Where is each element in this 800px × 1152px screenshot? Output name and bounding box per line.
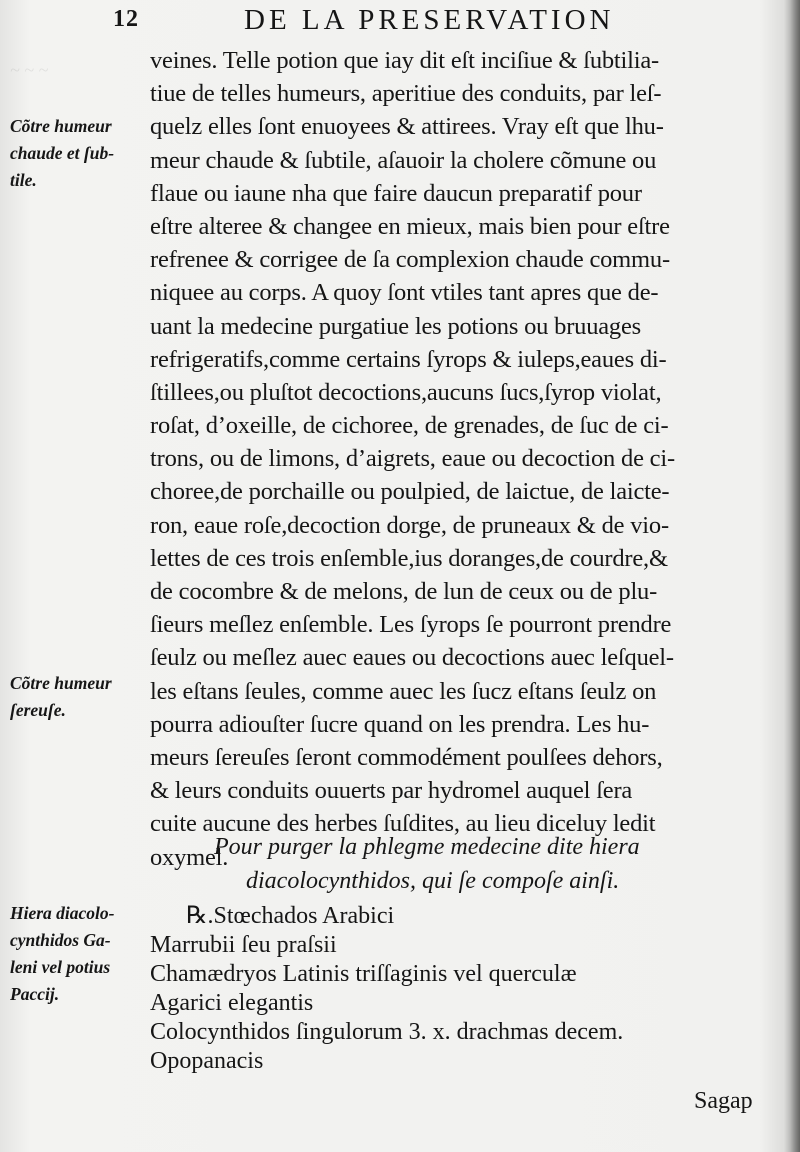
body-line: quelz elles ſont enuoyees & attirees. Vray eſt que lhu- xyxy=(150,113,664,141)
body-line: ſeulz ou meſlez auec eaues ou decoctions auec leſquel- xyxy=(150,644,674,672)
recipe-list xyxy=(150,902,760,1076)
margin-note-line: tile. xyxy=(10,170,37,190)
body-line: de cocombre & de melons, de lun de ceux ou de plu- xyxy=(150,578,658,605)
body-line: & leurs conduits ouuerts par hydromel auquel ſera xyxy=(150,777,633,805)
body-line: tiue de telles humeurs, aperitiue des conduits, par leſ- xyxy=(150,80,662,108)
recipe-line: Agarici elegantis xyxy=(150,990,314,1016)
body-line: refrenee & corrigee de ſa complexion chaude commu- xyxy=(150,246,670,274)
margin-note-line: leni vel potius xyxy=(10,957,111,977)
margin-note xyxy=(10,670,150,724)
recipe-line: ℞.Stœchados Arabici xyxy=(186,903,395,929)
page-number: 12 xyxy=(113,6,139,32)
body-line: ron, eaue roſe,decoction dorge, de pruneaux & de vio- xyxy=(150,511,669,539)
recipe-line: Opopanacis xyxy=(150,1048,264,1074)
margin-note-line: cynthidos Ga- xyxy=(10,930,111,950)
page-header xyxy=(0,4,800,38)
body-text xyxy=(150,44,760,874)
recipe-line: Chamædryos Latinis triſſaginis vel querculæ xyxy=(150,961,577,987)
show-through-text: ~ ~ ~ xyxy=(10,60,49,80)
body-line: refrigeratifs,comme certains ſyrops & iuleps,eaues di- xyxy=(150,345,667,373)
recipe-line: Marrubii ſeu praſsii xyxy=(150,932,337,958)
body-line: trons, ou de limons, d’aigrets, eaue ou decoction de ci- xyxy=(150,445,675,473)
body-line: veines. Telle potion que iay dit eſt inciſiue & ſubtilia- xyxy=(150,47,659,74)
section-heading-line: Pour purger la phlegme medecine dite hiera xyxy=(214,834,640,860)
body-line: uant la medecine purgatiue les potions ou bruuages xyxy=(150,312,641,340)
section-heading xyxy=(150,830,760,898)
body-line: ſtillees,ou pluſtot decoctions,aucuns ſucs,ſyrop violat, xyxy=(150,378,662,406)
margin-note-line: Paccij. xyxy=(10,984,60,1004)
body-line: oxymel. xyxy=(150,843,229,871)
body-line: meur chaude & ſubtile, aſauoir la cholere cõmune ou xyxy=(150,146,657,174)
margin-note-line: Hiera diacolo- xyxy=(10,903,115,923)
body-line: ſieurs meſlez enſemble. Les ſyrops ſe pourront prendre xyxy=(150,611,672,639)
body-line: cuite aucune des herbes ſuſdites, au lieu diceluy ledit xyxy=(150,810,656,838)
page-edge-shadow xyxy=(784,0,800,1152)
body-line: niquee au corps. A quoy ſont vtiles tant apres que de- xyxy=(150,279,659,307)
body-line: roſat, d’oxeille, de cichoree, de grenades, de ſuc de ci- xyxy=(150,412,669,440)
catchword: Sagap xyxy=(694,1088,753,1114)
body-line: choree,de porchaille ou poulpied, de laictue, de laicte- xyxy=(150,478,670,506)
margin-note-line: Cõtre humeur xyxy=(10,116,112,136)
margin-note-line: Cõtre humeur xyxy=(10,673,112,693)
body-line: les eſtans ſeules, comme auec les ſucz eſtans ſeulz on xyxy=(150,677,657,705)
body-line: eſtre alteree & changee en mieux, mais bien pour eſtre xyxy=(150,212,670,240)
recipe-line: Colocynthidos ſingulorum 3. x. drachmas decem. xyxy=(150,1019,624,1045)
margin-note-line: ſereuſe. xyxy=(10,700,66,720)
margin-note xyxy=(10,113,150,194)
running-head: DE LA PRESERVATION xyxy=(244,4,615,36)
section-heading-line: diacolocynthidos, qui ſe compoſe ainſi. xyxy=(246,868,620,894)
margin-note xyxy=(10,900,150,1008)
body-line: flaue ou iaune nha que faire daucun preparatif pour xyxy=(150,179,642,207)
body-line: meurs ſereuſes ſeront commodément poulſees dehors, xyxy=(150,743,663,771)
margin-note-line: chaude et ſub- xyxy=(10,143,115,163)
body-line: pourra adiouſter ſucre quand on les prendra. Les hu- xyxy=(150,710,650,738)
body-line: lettes de ces trois enſemble,ius doranges,de courdre,& xyxy=(150,544,668,572)
